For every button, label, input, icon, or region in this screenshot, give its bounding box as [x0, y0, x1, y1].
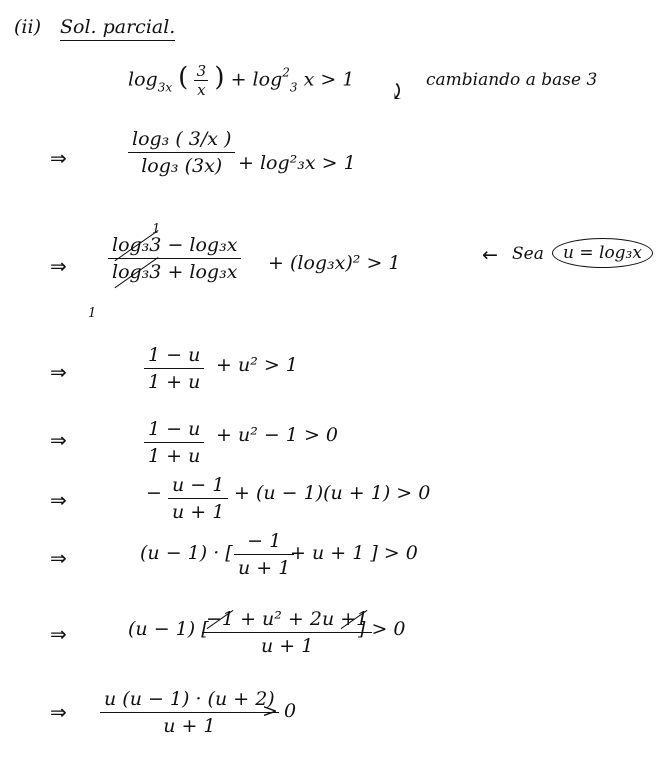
exponent: 2 [282, 65, 290, 80]
curved-arrow-icon: ⤸ [388, 80, 407, 105]
denominator-tail: + log₃x [167, 261, 238, 283]
implies-arrow-icon: ⇒ [50, 488, 67, 512]
numerator-tail: − log₃x [167, 234, 238, 256]
rest-line-4: + u² > 1 [216, 354, 298, 376]
implies-arrow-icon: ⇒ [50, 428, 67, 452]
implies-arrow-icon: ⇒ [50, 546, 67, 570]
part-label: (ii) [14, 16, 41, 38]
fraction-line-6 [168, 474, 228, 523]
cancel-mark-bottom: 1 [88, 306, 97, 321]
numerator: 1 − u [148, 344, 201, 366]
substitution-definition: u = log₃x [552, 238, 653, 268]
prefix-line-8: (u − 1) [ [128, 618, 209, 640]
change-base-note: cambiando a base 3 [426, 70, 598, 90]
fraction-denominator: x [197, 81, 206, 99]
implies-arrow-icon: ⇒ [50, 146, 67, 170]
fraction-line-8 [202, 608, 372, 657]
cancelled-term: +1 [340, 608, 369, 630]
plus-log-term: + log [230, 68, 283, 91]
cancelled-log-term: log₃3 [112, 261, 162, 283]
fraction-line-7 [234, 530, 294, 579]
log-term: log [128, 68, 158, 91]
numerator-middle: + u² + 2u [240, 608, 335, 630]
fraction-line-2 [128, 128, 235, 177]
rest-line-6: + (u − 1)(u + 1) > 0 [234, 482, 431, 504]
inequality-tail: x > 1 [303, 68, 355, 91]
numerator [108, 234, 241, 256]
implies-arrow-icon: ⇒ [50, 622, 67, 646]
expression-line-1: $\log_{3x}$ ( $\frac{3}{x}$ ) + $\log^2_3 x > 1$ [128, 62, 355, 99]
cancelled-term: −1 [206, 608, 235, 630]
fraction-line-9 [100, 688, 279, 737]
fraction-line-5 [144, 418, 204, 467]
prefix-line-7: (u − 1) · [ [140, 542, 233, 564]
implies-arrow-icon: ⇒ [50, 360, 67, 384]
numerator: u − 1 [172, 474, 225, 496]
denominator: 1 + u [148, 371, 201, 393]
section-title: Sol. parcial. [60, 16, 175, 41]
fraction-3-over-x [194, 62, 208, 99]
rest-line-8: ] > 0 [358, 618, 406, 640]
numerator [202, 608, 372, 630]
implies-arrow-icon: ⇒ [50, 700, 67, 724]
rest-line-2: + log²₃x > 1 [238, 152, 356, 174]
rest-line-7: + u + 1 ] > 0 [290, 542, 418, 564]
denominator [108, 261, 241, 283]
left-arrow-icon: ← [482, 244, 498, 266]
fraction-line-3 [108, 234, 241, 283]
fraction-numerator: 3 [196, 62, 207, 80]
fraction-line-4 [144, 344, 204, 393]
log-subscript: 3 [289, 80, 298, 95]
prefix-line-6: − [146, 482, 162, 504]
numerator: u (u − 1) · (u + 2) [104, 688, 275, 710]
rest-line-5: + u² − 1 > 0 [216, 424, 338, 446]
numerator: − 1 [247, 530, 282, 552]
let-prefix: Sea [512, 244, 544, 264]
rest-line-9: > 0 [262, 700, 297, 722]
denominator: u + 1 [260, 635, 314, 657]
denominator: u + 1 [163, 715, 216, 737]
numerator: log₃ ( 3/x ) [132, 128, 232, 150]
log-subscript: 3x [157, 80, 173, 95]
cancel-mark-top: 1 [152, 222, 161, 237]
implies-arrow-icon: ⇒ [50, 254, 67, 278]
rest-line-3: + (log₃x)² > 1 [268, 252, 401, 274]
denominator: u + 1 [238, 557, 291, 579]
numerator: 1 − u [148, 418, 201, 440]
denominator: u + 1 [172, 501, 225, 523]
cancelled-log-term: log₃3 [112, 234, 162, 256]
denominator: 1 + u [148, 445, 201, 467]
denominator: log₃ (3x) [141, 155, 223, 177]
